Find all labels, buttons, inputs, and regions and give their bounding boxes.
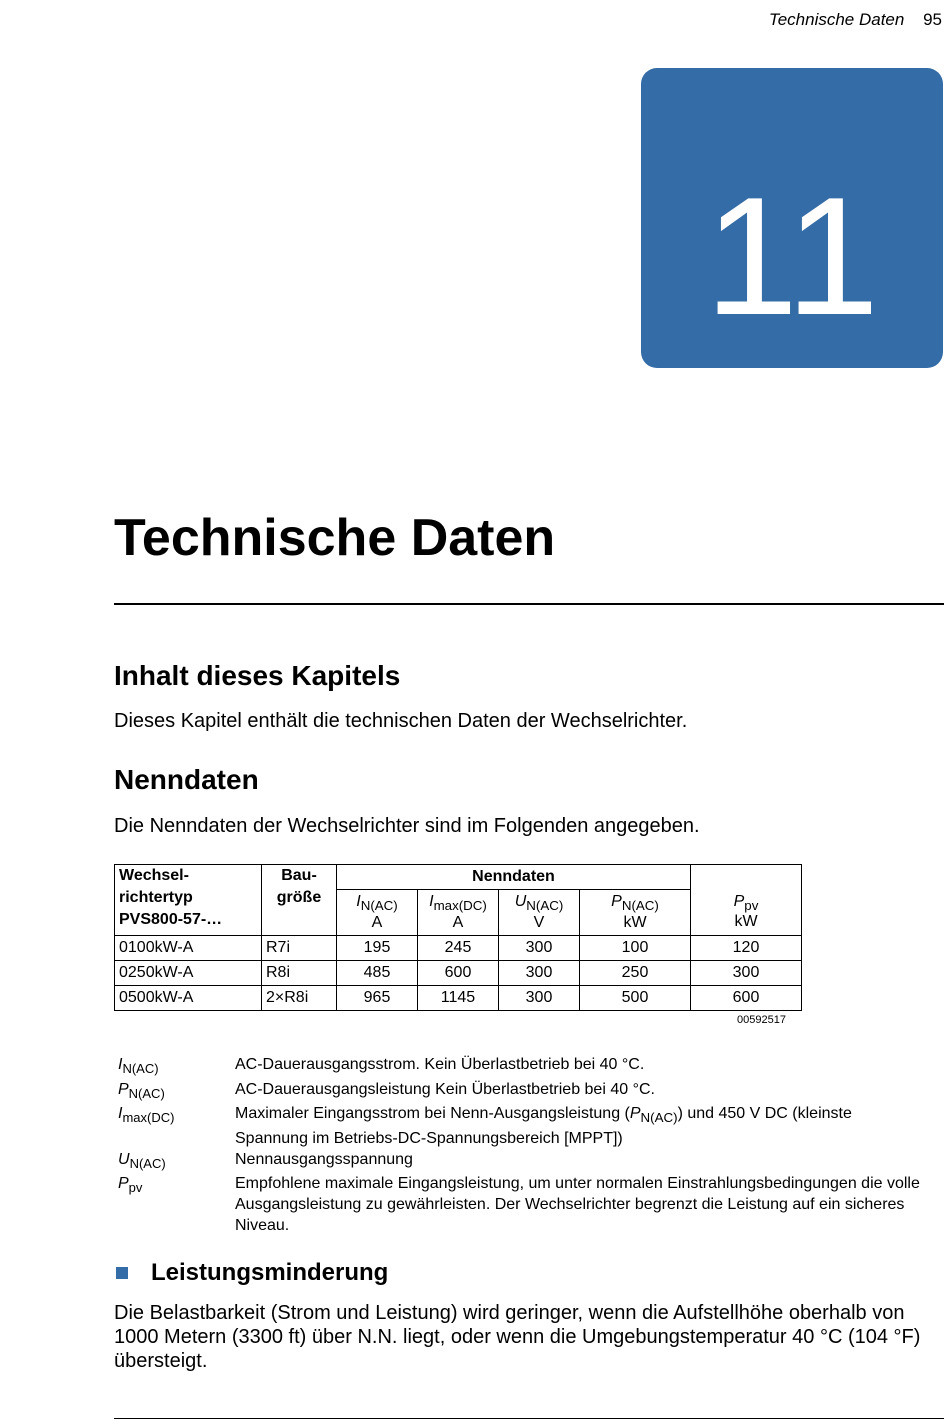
cell-value: 500 bbox=[580, 986, 691, 1011]
definition-symbol: $P_{N(AC)}$ bbox=[118, 1081, 165, 1102]
header-col-ppv: $P_{pv}$ kW bbox=[691, 890, 802, 936]
cell-value: 600 bbox=[691, 986, 802, 1011]
header-col-imax: $I_{max(DC)}$ A bbox=[418, 890, 499, 936]
header-frame-size bbox=[262, 865, 337, 936]
definition-symbol: $I_{N(AC)}$ bbox=[118, 1056, 159, 1077]
cell-type: 0500kW-A bbox=[115, 986, 262, 1011]
cell-type: 0100kW-A bbox=[115, 936, 262, 961]
cell-value: 195 bbox=[337, 936, 418, 961]
section-heading-contents: Inhalt dieses Kapitels bbox=[114, 660, 401, 691]
definition-text: Nennausgangsspannung bbox=[235, 1151, 413, 1168]
subsection-heading-derating: Leistungsminderung bbox=[151, 1259, 389, 1286]
header-inverter-type bbox=[115, 865, 262, 936]
definition-text: Maximaler Eingangsstrom bei Nenn-Ausgangsleistung $(P_{N(AC)})$ und 450 V DC (kleinste Spannung im Betriebs-DC-Spannungsbereich [MPPT]) bbox=[235, 1105, 852, 1148]
table-header-row bbox=[115, 865, 802, 890]
section-text-contents: Dieses Kapitel enthält die technischen Daten der Wechselrichter. bbox=[114, 710, 688, 732]
header-col-pn: $P_{N(AC)}$ kW bbox=[580, 890, 691, 936]
running-header-title: Technische Daten bbox=[768, 10, 905, 29]
cell-value: 600 bbox=[418, 961, 499, 986]
header-col-in: $I_{N(AC)}$ A bbox=[337, 890, 418, 936]
cell-value: 120 bbox=[691, 936, 802, 961]
running-header bbox=[769, 10, 942, 30]
header-empty-cell bbox=[691, 865, 802, 890]
cell-value: 1145 bbox=[418, 986, 499, 1011]
cell-size: R7i bbox=[262, 936, 337, 961]
definition-symbol: $I_{max(DC)}$ bbox=[118, 1105, 175, 1126]
cell-value: 300 bbox=[691, 961, 802, 986]
cell-value: 245 bbox=[418, 936, 499, 961]
section-heading-ratings: Nenndaten bbox=[114, 764, 259, 795]
definition-symbol: $U_{N(AC)}$ bbox=[118, 1151, 166, 1172]
cell-value: 300 bbox=[499, 961, 580, 986]
table-row bbox=[115, 961, 802, 986]
definition-text: AC-Dauerausgangsstrom. Kein Überlastbetrieb bei 40 °C. bbox=[235, 1056, 645, 1073]
definition-symbol: $P_{pv}$ bbox=[118, 1175, 143, 1196]
page-number: 95 bbox=[923, 10, 942, 29]
definition-text: AC-Dauerausgangsleistung Kein Überlastbetrieb bei 40 °C. bbox=[235, 1081, 655, 1098]
cell-value: 300 bbox=[499, 986, 580, 1011]
cell-size: R8i bbox=[262, 961, 337, 986]
header-ratings-group: Nenndaten bbox=[337, 865, 691, 890]
cell-type: 0250kW-A bbox=[115, 961, 262, 986]
chapter-title: Technische Daten bbox=[114, 509, 556, 567]
derating-text: Die Belastbarkeit (Strom und Leistung) wird geringer, wenn die Aufstellhöhe oberhalb von 1000 Metern (3300 ft) über N.N. liegt, oder wenn die Umgebungstemperatur 40 °C (104 °F) übersteigt. bbox=[114, 1302, 921, 1372]
chapter-number-box bbox=[641, 68, 943, 368]
header-type-line3: PVS800-57-… bbox=[119, 911, 223, 928]
title-divider bbox=[114, 603, 944, 605]
cell-value: 250 bbox=[580, 961, 691, 986]
figure-code: 00592517 bbox=[737, 1014, 786, 1026]
bullet-square-icon bbox=[116, 1267, 128, 1279]
header-col-un: $U_{N(AC)}$ V bbox=[499, 890, 580, 936]
table-row bbox=[115, 936, 802, 961]
header-type-line2: richtertyp bbox=[119, 889, 193, 906]
footer-divider bbox=[114, 1418, 944, 1419]
cell-value: 300 bbox=[499, 936, 580, 961]
table-row bbox=[115, 986, 802, 1011]
section-text-ratings: Die Nenndaten der Wechselrichter sind im Folgenden angegeben. bbox=[114, 815, 700, 837]
cell-value: 100 bbox=[580, 936, 691, 961]
header-type-line1: Wechsel- bbox=[119, 867, 189, 884]
chapter-number: 11 bbox=[704, 162, 880, 350]
cell-value: 485 bbox=[337, 961, 418, 986]
cell-size: 2×R8i bbox=[262, 986, 337, 1011]
cell-value: 965 bbox=[337, 986, 418, 1011]
ratings-table bbox=[114, 864, 802, 1011]
definition-text: Empfohlene maximale Eingangsleistung, um unter normalen Einstrahlungsbedingungen die volle Ausgangsleistung zu gewährleisten. Der Wechselrichter begrenzt die Leistung auf ein sicheres Niveau. bbox=[235, 1175, 920, 1234]
header-size-line2: größe bbox=[276, 889, 322, 906]
header-size-line1: Bau- bbox=[281, 867, 317, 884]
